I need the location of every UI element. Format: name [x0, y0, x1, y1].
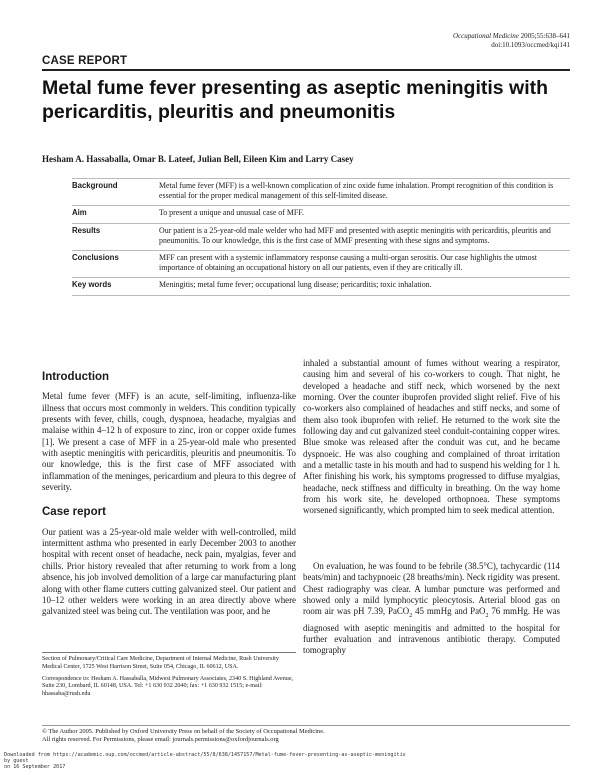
volume-pages: 2005;55:638–641: [520, 32, 570, 40]
section-heading-introduction: Introduction: [42, 371, 110, 383]
download-date: on 16 September 2017: [4, 764, 66, 771]
abstract-row-aim: [72, 205, 570, 222]
copyright-notice: [42, 728, 325, 744]
download-note: [4, 752, 406, 770]
copyright-line: © The Author 2005. Published by Oxford University Press on behalf of the Society of Occupational Medicine.: [42, 728, 325, 735]
abstract-row-keywords: [72, 277, 570, 295]
abstract-label: Conclusions: [72, 253, 119, 263]
right-column: [303, 358, 560, 657]
case-paragraph-continued: [303, 358, 560, 561]
author-list: Hesham A. Hassaballa, Omar B. Lateef, Julian Bell, Eileen Kim and Larry Casey: [42, 154, 354, 164]
doi: doi:10.1093/occmed/kqi141: [491, 41, 570, 49]
section-heading-case-report: Case report: [42, 506, 106, 519]
abstract-text: Metal fume fever (MFF) is a well-known complication of zinc oxide fume inhalation. Prompt recognition of this condition is essential for the proper medical management of this self-limited disease.: [159, 181, 554, 201]
paco2-subscript: 2: [409, 613, 413, 620]
header-rule: [42, 69, 570, 71]
article-title: Metal fume fever presenting as aseptic meningitis with pericarditis, pleuritis and pneumonitis: [42, 77, 549, 123]
evaluation-text: 45 mmHg and PaO: [412, 606, 486, 617]
affiliation-text: Section of Pulmonary/Critical Care Medicine, Department of Internal Medicine, Rush University Medical Center, 1725 West Harrison Street, Suite 054, Chicago, IL 60612, USA.: [42, 656, 279, 670]
permissions-line: All rights reserved. For Permissions, please email: journals.permissions@oxfordjournals.org: [42, 735, 279, 743]
abstract-text: Our patient is a 25-year-old male welder who had MFF and presented with aseptic meningitis with pericarditis, pleuritis and pneumonitis. To our knowledge, this is the first case of MMF presenting with these signs and symptoms.: [159, 225, 551, 245]
footnote-rule: [42, 652, 296, 653]
abstract-label: Background: [72, 181, 118, 190]
evaluation-text: On evaluation, he was found to be febrile (38.5°C), tachycardic (114 beats/min) and tachypnoeic (28 breaths/min). Neck rigidity was present. Chest radiography was clear. A lumbar puncture was performed and showed only a mild lymphocytic pleocytosis. Arterial blood gas on room air was pH 7.39, PaCO: [303, 561, 560, 617]
abstract-row-results: [72, 223, 570, 250]
abstract-text: To present a unique and unusual case of MFF.: [159, 208, 304, 218]
correspondence-text: Correspondence to: Hesham A. Hassaballa, Midwest Pulmonary Associates, 2340 S. Highland Avenue, Suite 230, Lombard, IL 60148, USA. Tel: +1 630 932 2040; fax: +1 630 932 1515; e-mail: hhassaba@rush.edu: [42, 675, 294, 698]
structured-abstract: [72, 178, 570, 296]
case-paragraph: Our patient was a 25-year-old male welder with well-controlled, mild intermittent asthma who presented in early December 2003 to another hospital with recent onset of headache, neck pain, myalgias, fever and chills. Prior history revealed that after returning to work from a long absence, his job involved demolition of a large car manufacturing plant along with other flame cutters cutting galvanized steel. Our patient and 10–12 other welders were working in an area directly above where galvanized steel was being cut. The ventilation was poor, and he: [42, 526, 296, 617]
evaluation-paragraph: [303, 561, 560, 657]
journal-name: Occupational Medicine: [452, 32, 519, 40]
abstract-row-background: [72, 178, 570, 205]
journal-reference: [453, 32, 570, 50]
abstract-label: Key words: [72, 280, 112, 290]
intro-paragraph: Metal fume fever (MFF) is an acute, self-limiting, influenza-like illness that occurs most commonly in welders. This condition typically presents with fever, chills, cough, dyspnoea, headache, myalgias and malaise within 4–12 h of exposure to zinc, iron or copper oxide fumes [1]. We present a case of MFF in a 25-year-old male who presented with aseptic meningitis with pericarditis, pleuritis and pneumonitis. To our knowledge, this is the first case of MFF associated with inflammation of the meninges, pericardium and pleura to this degree of severity.: [42, 391, 296, 493]
pao2-subscript: 2: [485, 613, 489, 620]
article-type-label: CASE REPORT: [42, 55, 128, 67]
evaluation-text: 76 mmHg. He was diagnosed with aseptic meningitis and admitted to the hospital for further evaluation and intravenous antibiotic therapy. Computed tomography: [303, 606, 560, 656]
case-paragraph-continuation-text: inhaled a substantial amount of fumes without wearing a respirator, causing him and several of his co-workers to cough. That night, he developed a headache and stiff neck, which worsened by the next morning. Over the counter ibuprofen provided slight relief. Five of his co-workers also complained of headaches and stiff necks, and some of them also took ibuprofen with relief. He returned to the work site the following day and cut galvanized steel conduit-containing copper wires. Blue smoke was released after the conduit was cut, and he became dyspnoeic. He was also coughing and complained of throat irritation and a metallic taste in his mouth and had to suspend his welding for 1 h. After finishing his work, his symptoms progressed to diffuse myalgias, headache, neck stiffness and difficulty in breathing. On the way home from his work site, he developed orthopnoea. These symptoms worsened significantly, which prompted him to seek medical attention.: [303, 358, 560, 516]
download-url: Downloaded from https://academic.oup.com/occmed/article-abstract/55/8/638/1457157/Metal-fume-fever-presenting-as-aseptic-meningitis: [4, 752, 406, 758]
abstract-text: MFF can present with a systemic inflammatory response causing a multi-organ serositis. Our case highlights the utmost importance of obtaining an occupational history on all our patients, even if they are critically ill.: [159, 253, 537, 273]
download-guest: by guest: [4, 758, 29, 765]
abstract-label: Aim: [72, 208, 87, 218]
abstract-label: Results: [72, 225, 101, 235]
abstract-text: Meningitis; metal fume fever; occupational lung disease; pericarditis; toxic inhalation.: [159, 280, 432, 290]
copyright-rule: [42, 725, 570, 726]
abstract-row-conclusions: [72, 250, 570, 277]
author-affiliation: [42, 656, 296, 703]
left-column: [42, 372, 296, 625]
